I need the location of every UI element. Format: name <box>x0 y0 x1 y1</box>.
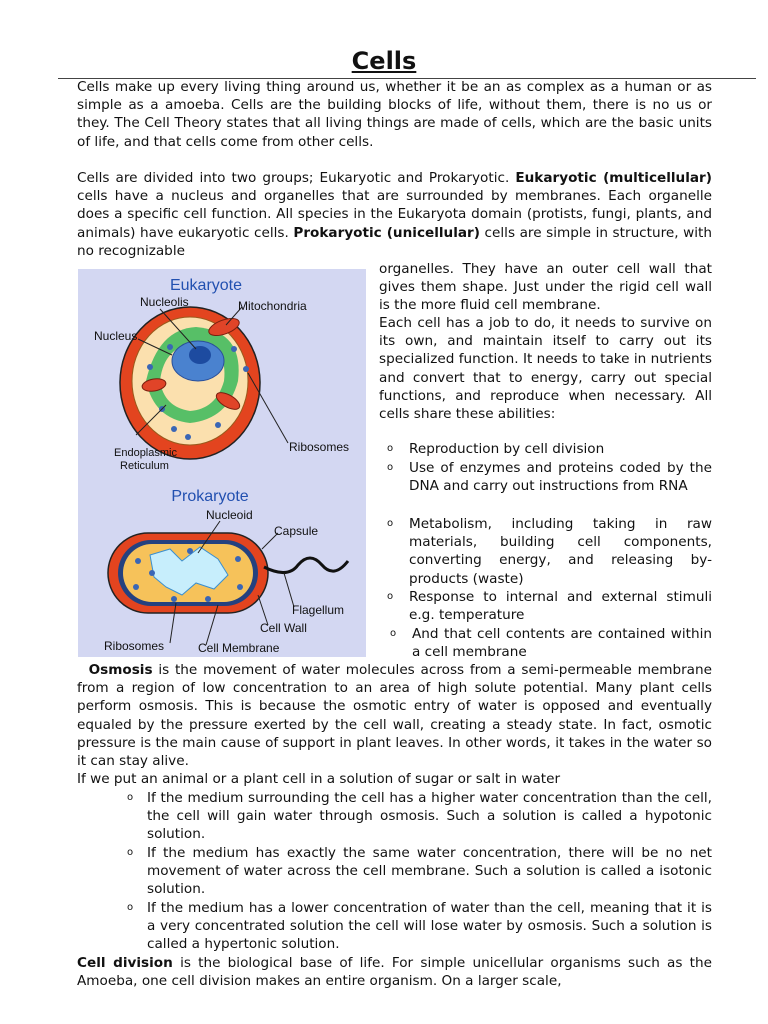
label-reticulum: Reticulum <box>120 460 169 472</box>
eukaryotic-cell-icon <box>120 307 260 459</box>
intro-paragraph: Cells make up every living thing around us, whether it be an as complex as a human or as simple as a amoeba. Cells are the building blocks of life, without them, there is no us or they. The Cell Theory states that all living things are made of cells, which are the basic units of life, and that cells come from other cells. <box>77 79 712 150</box>
label-nucleolis: Nucleolis <box>140 295 189 309</box>
label-mitochondria: Mitochondria <box>238 299 307 313</box>
bullet-marker: o <box>390 628 397 639</box>
groups-paragraph <box>77 169 712 260</box>
label-ribosomes-eukaryote: Ribosomes <box>289 440 350 454</box>
eukaryote-title: Eukaryote <box>169 277 243 294</box>
solution-item: If the medium has a lower concentration of water than the cell, meaning that it is a very concentrated solution the cell will lose water by osmosis. Such a solution is called a hypertonic solution. <box>147 900 712 953</box>
cell-division-paragraph <box>77 954 712 990</box>
osmosis-term: Osmosis <box>88 662 153 678</box>
solution-item: If the medium surrounding the cell has a higher water concentration than the cell, the cell will gain water through osmosis. Such a solution is called a hypotonic solution. <box>147 790 712 843</box>
page-title: Cells <box>351 47 417 75</box>
prokaryotic-continued: organelles. They have an outer cell wall that gives them shape. Just under the rigid cell wall is the more fluid cell membrane. <box>379 261 712 314</box>
bullet-marker: o <box>387 591 394 602</box>
label-cell-wall: Cell Wall <box>260 621 307 635</box>
label-cell-membrane: Cell Membrane <box>198 641 280 655</box>
label-flagellum: Flagellum <box>292 603 345 617</box>
bullet-marker: o <box>127 902 134 913</box>
ability-item: And that cell contents are contained within a cell membrane <box>412 626 712 661</box>
cell-division-text: is the biological base of life. For simple unicellular organisms such as the Amoeba, one cell division makes an entire organism. On a larger scale, <box>77 955 712 990</box>
label-endoplasmic: Endoplasmic <box>114 447 177 459</box>
eukaryotic-term: Eukaryotic (multicellular) <box>515 170 712 186</box>
osmosis-lead: If we put an animal or a plant cell in a solution of sugar or salt in water <box>77 771 561 787</box>
bullet-marker: o <box>387 443 394 454</box>
prokaryotic-term: Prokaryotic (unicellular) <box>293 224 480 241</box>
prokaryotic-cell-icon <box>108 533 348 613</box>
prokaryote-title: Prokaryote <box>171 488 249 505</box>
ability-item: Response to internal and external stimuli e.g. temperature <box>409 589 712 624</box>
ability-item: Use of enzymes and proteins coded by the DNA and carry out instructions from RNA <box>409 460 712 495</box>
bullet-marker: o <box>127 847 134 858</box>
solution-item: If the medium has exactly the same water concentration, there will be no net movement of water across the cell membrane. Such a solution is called a isotonic solution. <box>147 845 712 898</box>
cell-division-term: Cell division <box>77 955 173 971</box>
groups-text-2: cells have a nucleus and organelles that are surrounded by membranes. Each organelle does a specific cell function. All species in the Eukaryota domain (protists, fungi, plants, and animals) have eukaryotic cells. <box>77 188 712 241</box>
label-nucleoid: Nucleoid <box>206 508 253 522</box>
label-nucleus: Nucleus <box>94 329 138 343</box>
label-capsule: Capsule <box>274 524 319 538</box>
cell-diagram <box>78 269 366 657</box>
job-paragraph: Each cell has a job to do, it needs to survive on its own, and maintain itself to carry out its specialized function. It needs to take in nutrients and convert that to energy, carry out special functions, and reproduce when necessary. All cells share these abilities: <box>379 315 712 423</box>
bullet-marker: o <box>387 462 394 473</box>
osmosis-paragraph <box>77 661 712 770</box>
osmosis-text: is the movement of water molecules across from a semi-permeable membrane from a region of low concentration to an area of high solute potential. Many plant cells perform osmosis. This is because the osmotic entry of water is opposed and eventually equaled by the pressure exerted by the cell wall, creating a steady state. In fact, osmotic pressure is the main cause of support in plant leaves. In other words, it takes in the water so it can stay alive. <box>77 662 712 770</box>
label-ribosomes-prokaryote: Ribosomes <box>104 639 165 653</box>
bullet-marker: o <box>387 518 394 529</box>
bullet-marker: o <box>127 792 134 803</box>
ability-item: Reproduction by cell division <box>409 441 605 457</box>
ability-item: Metabolism, including taking in raw materials, building cell components, converting energy, and releasing by-products (waste) <box>409 516 712 587</box>
groups-text-1: Cells are divided into two groups; Eukaryotic and Prokaryotic. <box>77 170 510 186</box>
groups-text-3: cells are simple in structure, with no recognizable <box>77 224 712 259</box>
